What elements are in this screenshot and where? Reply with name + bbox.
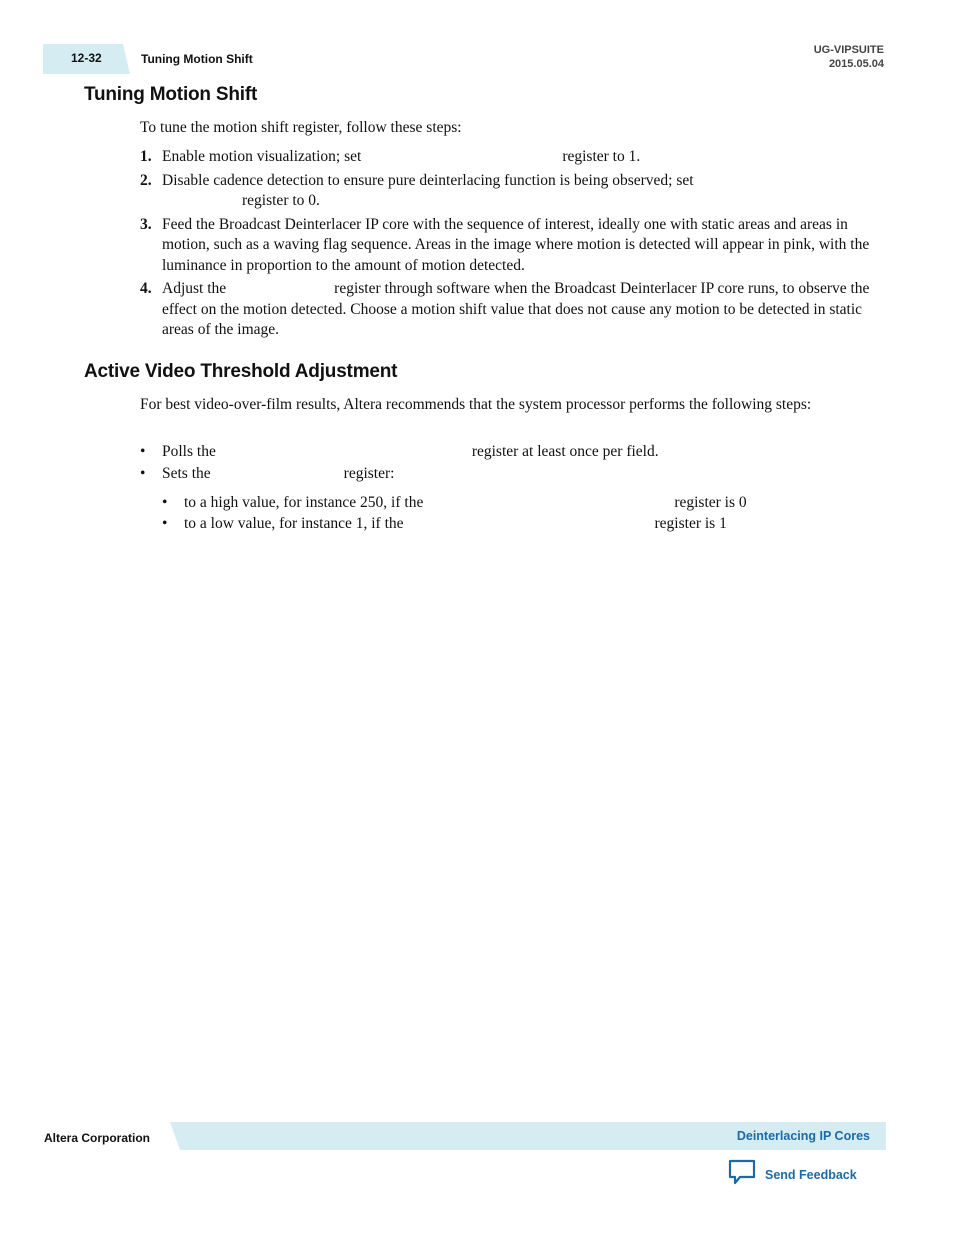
bullet-text-cont: register at least once per field. [471,443,659,460]
step-3 [140,215,870,277]
bullet-text-cont: register: [343,465,395,482]
section-title-tuning: Tuning Motion Shift [84,84,258,105]
send-feedback-link[interactable] [727,1158,857,1191]
step-number: 4. [140,280,152,297]
step-text-cont: register through software when the Broadcast Deinterlacer IP core runs, to observe the effect on the motion detected. Choose a motion shift value that does not cause any motion to be detected in static areas of the image. [162,280,870,338]
steps-list [140,147,870,344]
step-number: 1. [140,148,152,165]
running-title: Tuning Motion Shift [141,52,253,66]
corporation-name: Altera Corporation [44,1131,151,1145]
step-text: Feed the Broadcast Deinterlacer IP core with the sequence of interest, ideally one with static areas and areas in motion, such as a waving flag sequence. Areas in the image where motion is detected will appear in pink, with the luminance in proportion to the amount of motion detected. [162,215,870,274]
step-text: Disable cadence detection to ensure pure deinterlacing function is being observed; set [162,171,694,189]
section-title-active-video: Active Video Threshold Adjustment [84,361,398,382]
chapter-link[interactable]: Deinterlacing IP Cores [736,1129,870,1143]
step-text: Enable motion visualization; set [162,148,362,165]
step-1 [140,147,870,168]
step-text: Adjust the [162,280,227,297]
doc-date: 2015.05.04 [828,58,884,70]
sub-bullet-item: • to a high value, for instance 250, if the register is 0 [162,494,747,511]
bullet-item: • Polls the register at least once per field. [140,443,659,460]
bullet-item: • Sets the register: [140,465,395,482]
step-2 [140,171,870,212]
page-number: 12-32 [71,51,102,65]
step-number: 3. [140,215,152,233]
sub-bullet-text-cont: register is 1 [654,515,727,532]
step-number: 2. [140,171,152,189]
sub-bullet-list [162,492,862,534]
section1-intro: To tune the motion shift register, follow these steps: [140,119,462,136]
step-text-cont: register to 1. [562,148,641,165]
doc-id-text: UG-VIPSUITE [813,44,884,56]
speech-bubble-icon [727,1158,757,1191]
step-4 [140,279,870,341]
sub-bullet-text: to a high value, for instance 250, if the [184,494,424,511]
send-feedback-label: Send Feedback [765,1167,857,1182]
step-text-cont: register to 0. [242,192,320,209]
sub-bullet-text: to a low value, for instance 1, if the [184,515,404,532]
bullet-text: Sets the [162,465,211,482]
sub-bullet-item: • to a low value, for instance 1, if the register is 1 [162,515,727,532]
section2-intro: For best video-over-film results, Altera recommends that the system processor performs the following steps: [140,396,812,413]
bullet-text: Polls the [162,443,216,460]
bullet-list [140,441,840,484]
sub-bullet-text-cont: register is 0 [674,494,747,511]
document-id [814,43,884,71]
